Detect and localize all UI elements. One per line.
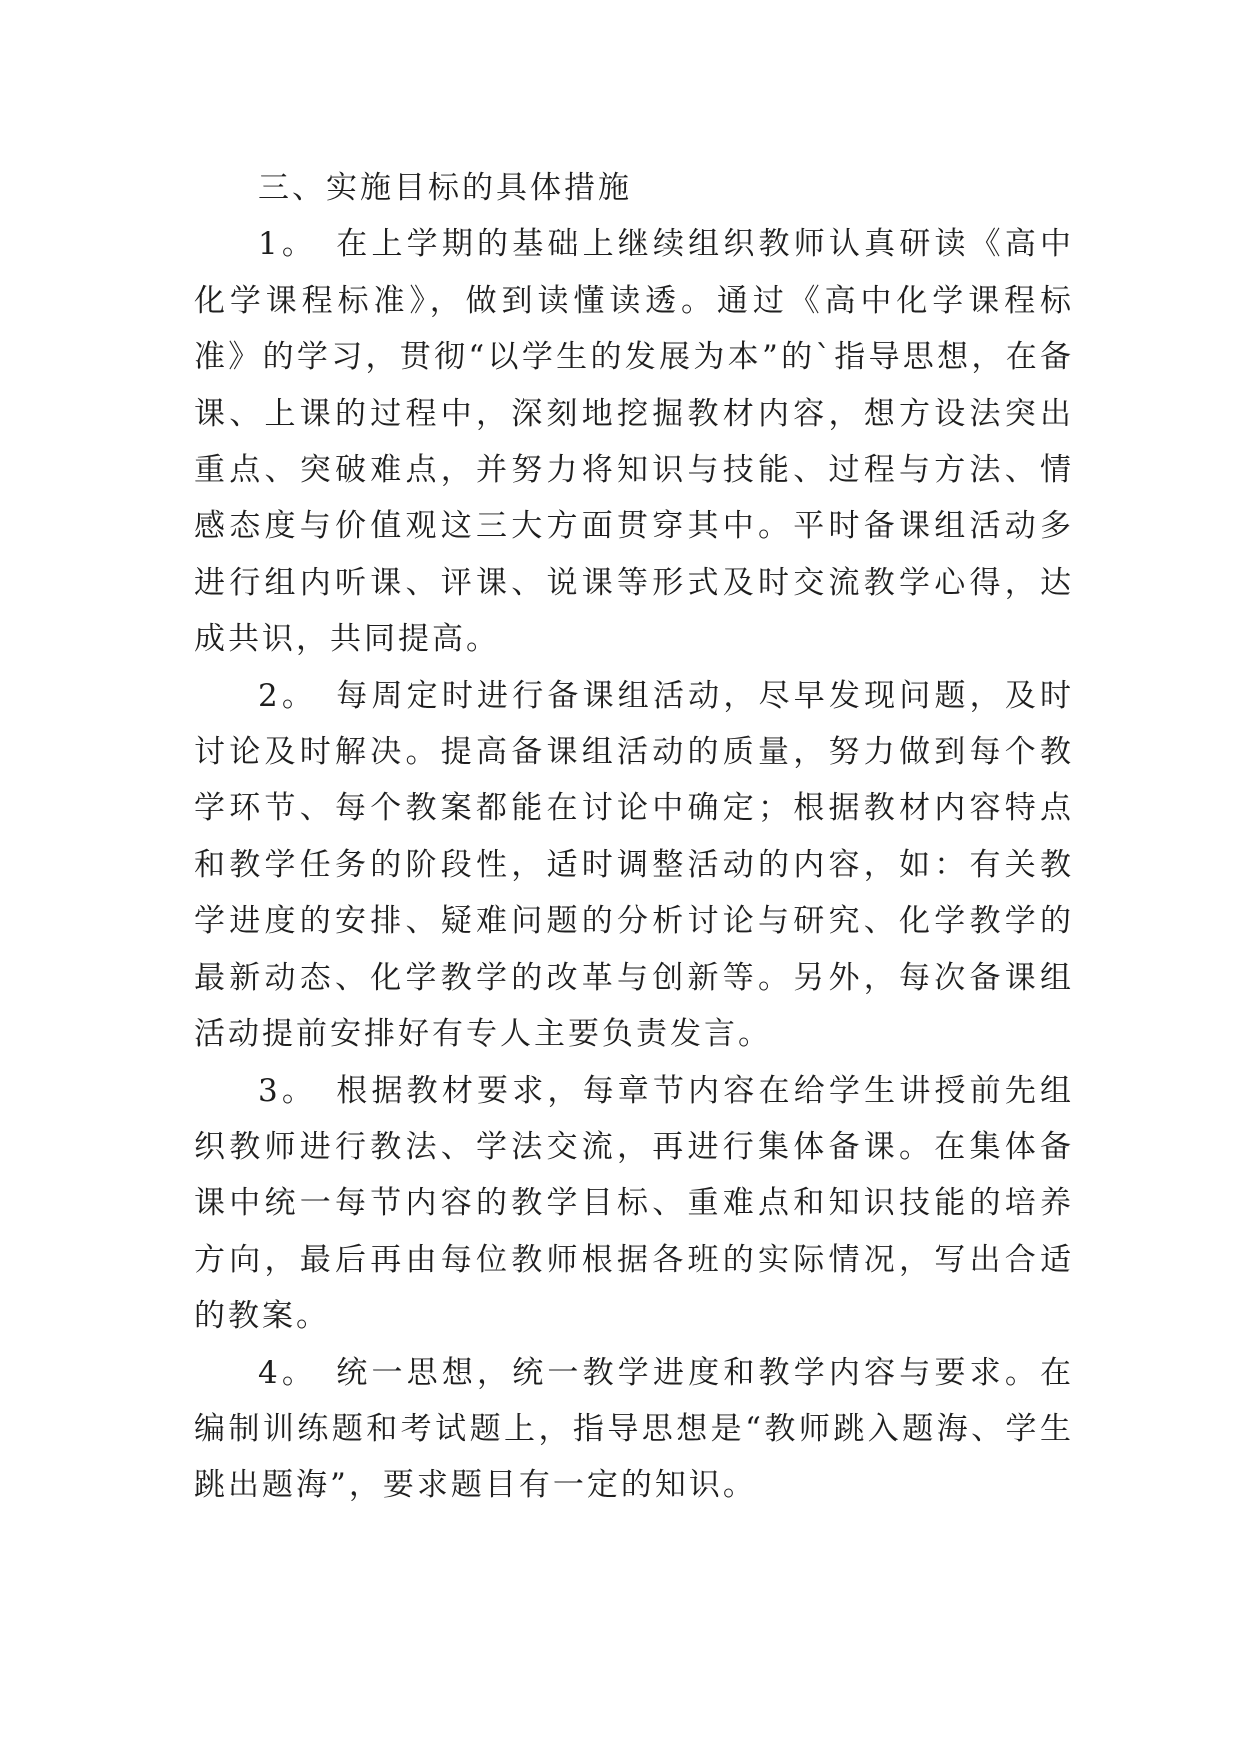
section-heading: 三、实施目标的具体措施	[258, 170, 632, 206]
item-text: 统一思想，统一教学进度和教学内容与要求。在编制训练题和考试题上，指导思想是“教师跳入题海、学生跳出题海”，要求题目有一定的知识。	[194, 1354, 1075, 1504]
item-number: 3。	[258, 1072, 318, 1109]
measure-paragraph-1	[194, 216, 1074, 667]
measure-paragraph-4	[194, 1345, 1074, 1514]
item-text: 根据教材要求，每章节内容在给学生讲授前先组织教师进行教法、学法交流，再进行集体备课。在集体备课中统一每节内容的教学目标、重难点和知识技能的培养方向，最后再由每位教师根据各班的实际情况，写出合适的教案。	[194, 1072, 1075, 1335]
measure-paragraph-3	[194, 1063, 1074, 1345]
document-page	[194, 160, 1074, 1514]
item-number: 2。	[258, 677, 318, 714]
item-number: 1。	[258, 226, 318, 263]
item-text: 在上学期的基础上继续组织教师认真研读《高中化学课程标准》，做到读懂读透。通过《高中化学课程标准》的学习，贯彻“以学生的发展为本”的`指导思想，在备课、上课的过程中，深刻地挖掘教材内容，想方设法突出重点、突破难点，并努力将知识与技能、过程与方法、情感态度与价值观这三大方面贯穿其中。平时备课组活动多进行组内听课、评课、说课等形式及时交流教学心得，达成共识，共同提高。	[194, 226, 1075, 658]
measure-paragraph-2	[194, 668, 1074, 1063]
item-number: 4。	[258, 1354, 318, 1391]
item-text: 每周定时进行备课组活动，尽早发现问题，及时讨论及时解决。提高备课组活动的质量，努力做到每个教学环节、每个教案都能在讨论中确定；根据教材内容特点和教学任务的阶段性，适时调整活动的内容，如：有关教学进度的安排、疑难问题的分析讨论与研究、化学教学的最新动态、化学教学的改革与创新等。另外，每次备课组活动提前安排好有专人主要负责发言。	[194, 677, 1075, 1053]
